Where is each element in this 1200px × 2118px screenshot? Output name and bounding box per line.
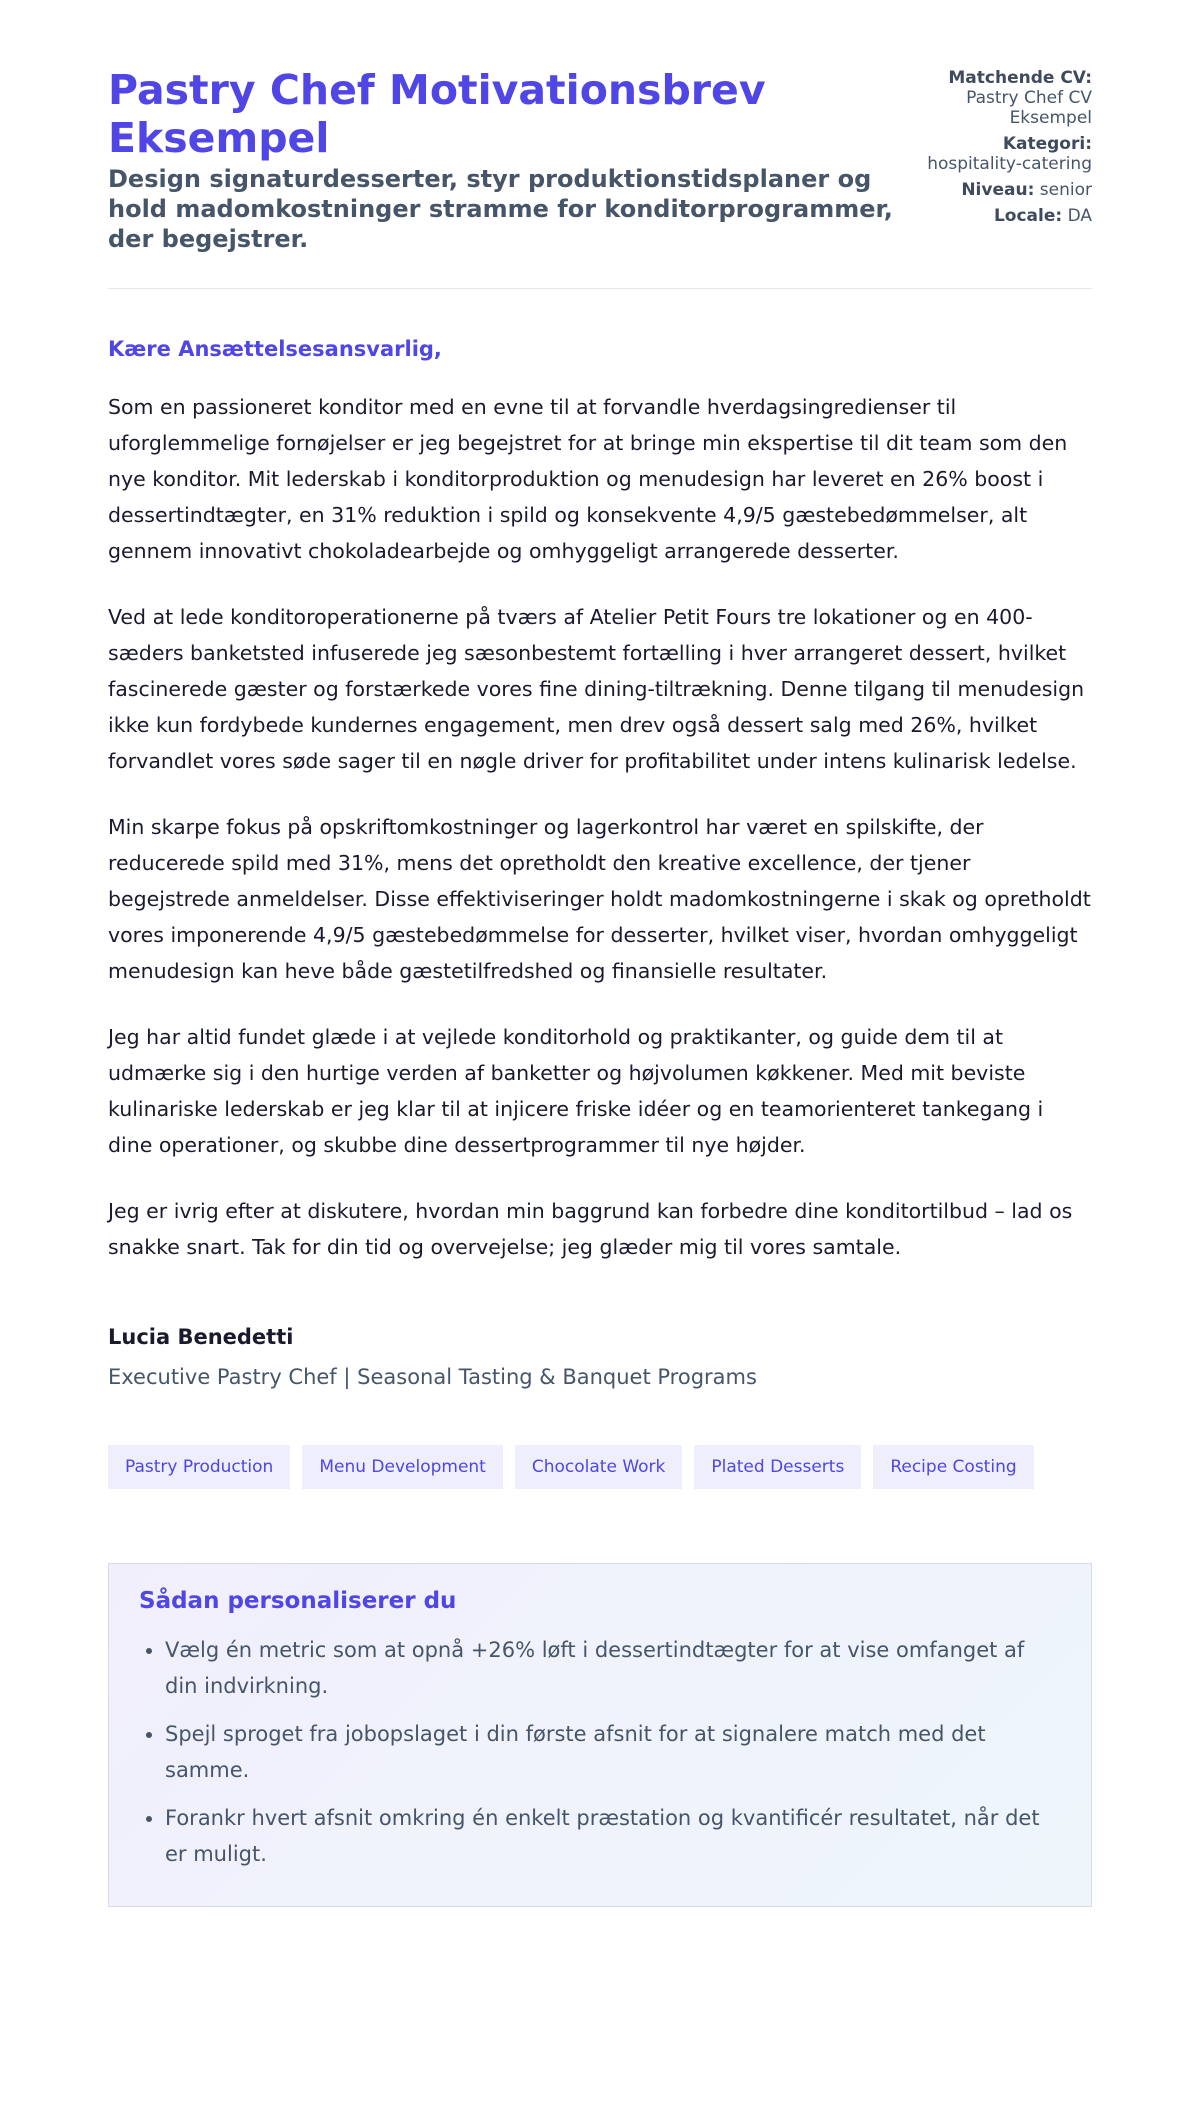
meta-category [903, 134, 1092, 174]
meta-cv [903, 68, 1092, 128]
tip-item: • Forankr hvert afsnit omkring én enkelt præstation og kvantificér resultatet, når det er muligt. [165, 1800, 1061, 1872]
skill-tag: Menu Development [302, 1445, 503, 1489]
letter-body [108, 389, 1092, 1265]
header-divider [108, 288, 1092, 289]
meta-locale-label: Locale: [993, 206, 1063, 226]
skill-tag: Chocolate Work [515, 1445, 683, 1489]
tip-item: • Vælg én metric som at opnå +26% løft i dessertindtægter for at vise omfanget af din indvirkning. [165, 1632, 1061, 1704]
tips-title: Sådan personaliserer du [139, 1588, 457, 1614]
page-subtitle: Design signaturdesserter, styr produktionstidsplaner og hold madomkostninger stramme for konditorprogrammer, der begejstrer. [108, 165, 893, 253]
tip-item: • Spejl sproget fra jobopslaget i din første afsnit for at signalere match med det samme. [165, 1716, 1061, 1788]
header [108, 66, 1092, 254]
letter-paragraph: Jeg har altid fundet glæde i at vejlede konditorhold og praktikanter, og guide dem til at udmærke sig i den hurtige verden af banketter og højvolumen køkkener. Med mit beviste kulinariske lederskab er jeg klar til at injicere friske idéer og en teamorienteret tankegang i dine operationer, og skubbe dine dessertprogrammer til nye højder. [108, 1025, 1044, 1157]
signature-title: Executive Pastry Chef | Seasonal Tasting & Banquet Programs [108, 1365, 757, 1389]
skill-tags [108, 1445, 1092, 1489]
meta-level [903, 180, 1092, 200]
letter-paragraph: Ved at lede konditoroperationerne på tværs af Atelier Petit Fours tre lokationer og en 400-sæders banketsted infuserede jeg sæsonbestemt fortælling i hver arrangeret dessert, hvilket fascinerede gæster og forstærkede vores fine dining-tiltrækning. Denne tilgang til menudesign ikke kun fordybede kundernes engagement, men drev også dessert salg med 26%, hvilket forvandlet vores søde sager til en nøgle driver for profitabilitet under intens kulinarisk ledelse. [108, 605, 1085, 773]
meta-category-label: Kategori: [1002, 134, 1092, 154]
signature-name: Lucia Benedetti [108, 1325, 294, 1349]
salutation: Kære Ansættelsesansvarlig, [108, 337, 442, 361]
personalization-tips [108, 1563, 1092, 1907]
meta-cv-label: Matchende CV: [948, 68, 1092, 88]
header-left [108, 66, 903, 254]
page-title: Pastry Chef Motivationsbrev Eksempel [108, 66, 766, 162]
skill-tag: Plated Desserts [694, 1445, 861, 1489]
letter-paragraph: Jeg er ivrig efter at diskutere, hvordan min baggrund kan forbedre dine konditortilbud – lad os snakke snart. Tak for din tid og overvejelse; jeg glæder mig til vores samtale. [108, 1199, 1073, 1259]
meta-cv-value: Pastry Chef CV Eksempel [966, 88, 1092, 128]
signature-block [108, 1325, 1092, 1389]
meta-locale [903, 206, 1092, 226]
skill-tag: Recipe Costing [873, 1445, 1033, 1489]
meta-panel [903, 66, 1092, 232]
skill-tag: Pastry Production [108, 1445, 290, 1489]
tips-list [139, 1632, 1061, 1872]
meta-level-value: senior [1039, 180, 1092, 200]
letter-paragraph: Som en passioneret konditor med en evne til at forvandle hverdagsingredienser til uforglemmelige fornøjelser er jeg begejstret for at bringe min ekspertise til dit team som den nye konditor. Mit lederskab i konditorproduktion og menudesign har leveret en 26% boost i dessertindtægter, en 31% reduktion i spild og konsekvente 4,9/5 gæstebedømmelser, alt gennem innovativt chokoladearbejde og omhyggeligt arrangerede desserter. [108, 395, 1068, 563]
meta-locale-value: DA [1067, 206, 1092, 226]
meta-level-label: Niveau: [961, 180, 1035, 200]
meta-category-value: hospitality-catering [927, 154, 1092, 174]
letter-paragraph: Min skarpe fokus på opskriftomkostninger og lagerkontrol har været en spilskifte, der reducerede spild med 31%, mens det opretholdt den kreative excellence, der tjener begejstrede anmeldelser. Disse effektiviseringer holdt madomkostningerne i skak og opretholdt vores imponerende 4,9/5 gæstebedømmelse for desserter, hvilket viser, hvordan omhyggeligt menudesign kan heve både gæstetilfredshed og finansielle resultater. [108, 815, 1091, 983]
